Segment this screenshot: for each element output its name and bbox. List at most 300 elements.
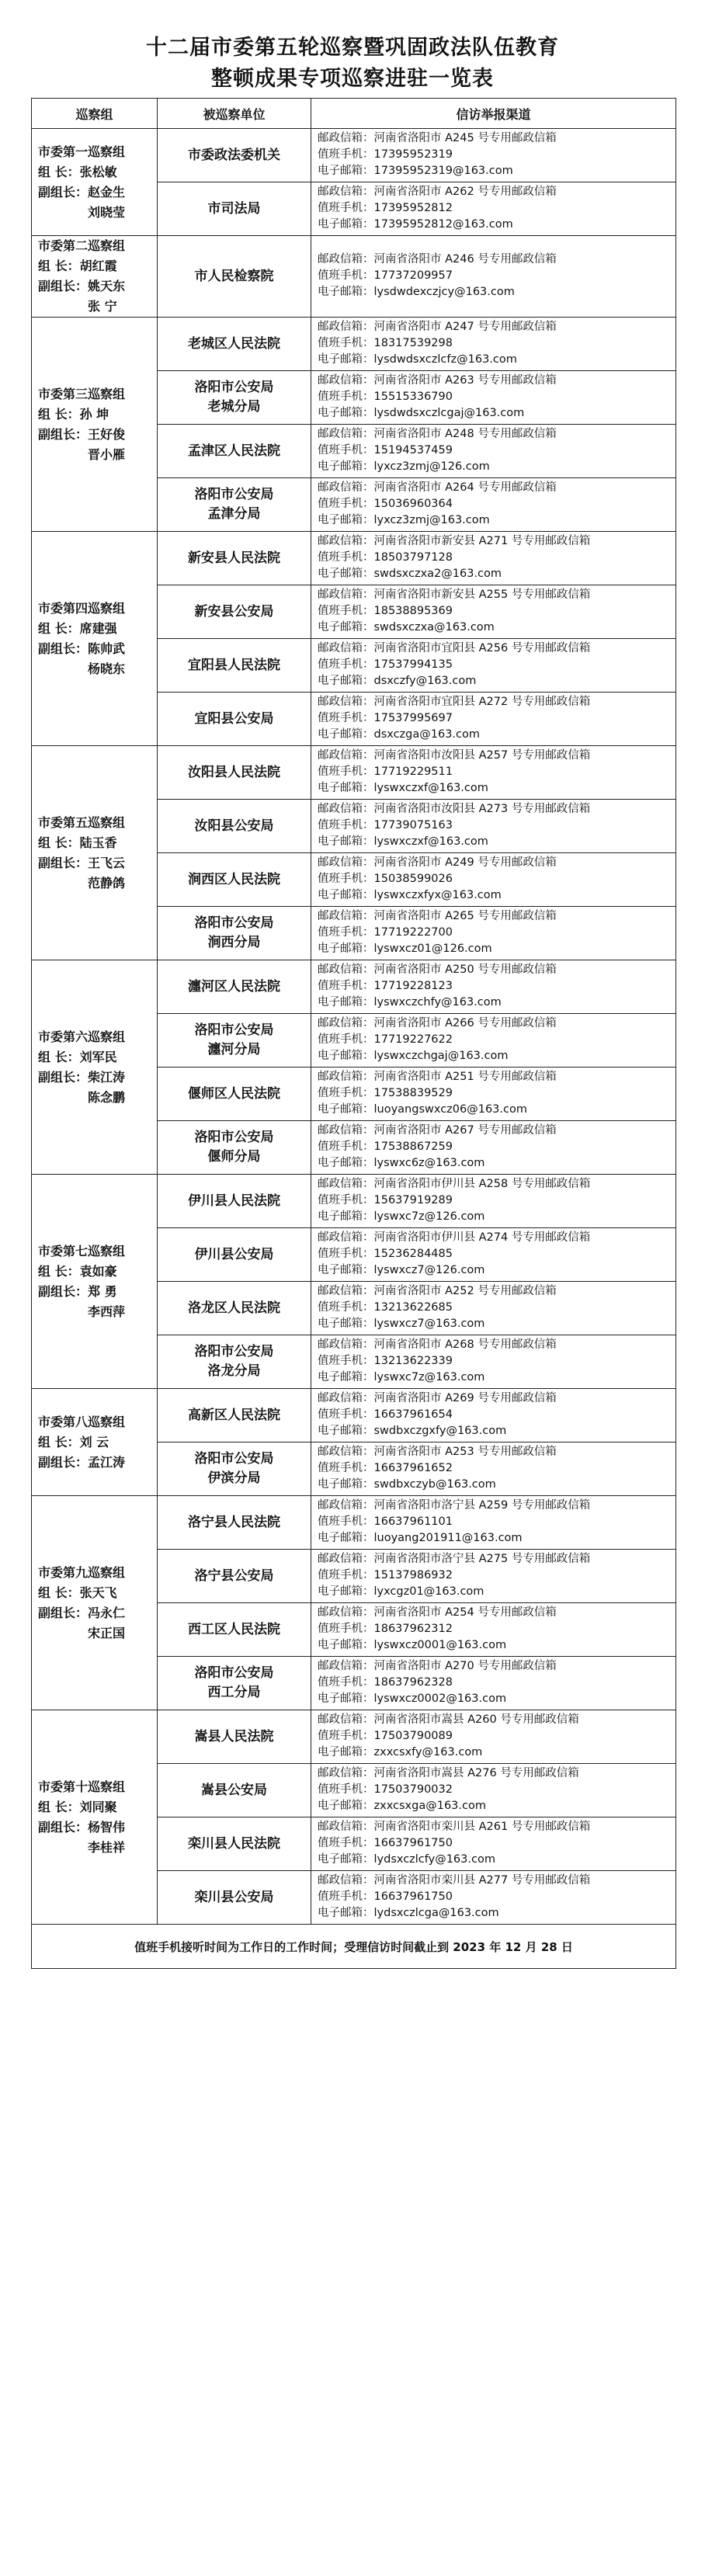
report-channel-cell <box>311 1496 676 1550</box>
email-line-label: 电子邮箱： <box>318 407 374 419</box>
postal-box-line <box>318 130 675 147</box>
email-line-value[interactable]: swdsxczxa2@163.com <box>373 568 502 580</box>
email-line <box>318 1584 675 1600</box>
group-deputy: 刘晓莹 <box>88 204 126 220</box>
postal-box-line-value: 河南省洛阳市宜阳县 A272 号专用邮政信箱 <box>373 696 591 708</box>
email-line-label: 电子邮箱： <box>318 1532 374 1544</box>
inspected-unit-cell <box>158 1121 311 1175</box>
duty-phone-line <box>318 818 675 834</box>
inspected-unit-cell <box>158 1068 311 1121</box>
inspected-unit-cell <box>158 907 311 960</box>
email-line <box>318 1262 675 1279</box>
report-channel-cell <box>311 1228 676 1282</box>
postal-box-line-value: 河南省洛阳市 A267 号专用邮政信箱 <box>373 1124 557 1137</box>
email-line-label: 电子邮箱： <box>318 1907 374 1919</box>
duty-phone-line-value: 15236284485 <box>373 1248 453 1260</box>
unit-name: 西工区人民法院 <box>188 1621 280 1637</box>
postal-box-line-label: 邮政信箱： <box>318 642 374 654</box>
email-line-label: 电子邮箱： <box>318 1103 374 1116</box>
inspection-group-cell <box>32 960 158 1175</box>
group-name: 市委第三巡察组 <box>38 386 126 401</box>
duty-phone-line-value: 15137986932 <box>373 1569 453 1581</box>
duty-phone-line-label: 值班手机： <box>318 1783 374 1796</box>
postal-box-line-label: 邮政信箱： <box>318 1767 374 1779</box>
email-line-value[interactable]: lyswxczxf@163.com <box>373 782 488 794</box>
report-channel-cell <box>311 1335 676 1389</box>
email-line-value[interactable]: lysdwdexczjcy@163.com <box>373 286 515 298</box>
table-row <box>32 318 676 371</box>
group-name: 市委第七巡察组 <box>38 1243 126 1258</box>
email-line <box>318 1048 675 1064</box>
postal-box-line <box>318 801 675 818</box>
email-line-value[interactable]: swdsxczxa@163.com <box>373 621 495 634</box>
page-title-line-1: 十二届市委第五轮巡察暨巩固政法队伍教育 <box>146 36 559 60</box>
group-deputy: 李桂祥 <box>88 1839 126 1855</box>
email-line-label: 电子邮箱： <box>318 1478 374 1491</box>
table-row <box>32 1389 676 1442</box>
report-channel-cell <box>311 371 676 425</box>
email-line-value[interactable]: lyswxcz7@163.com <box>373 1318 485 1330</box>
postal-box-line-label: 邮政信箱： <box>318 1553 374 1565</box>
email-line-value[interactable]: lydsxczlcfy@163.com <box>373 1853 495 1866</box>
inspected-unit-cell <box>158 1817 311 1871</box>
duty-phone-line-label: 值班手机： <box>318 1087 374 1099</box>
report-channel-cell <box>311 532 676 585</box>
duty-phone-line-label: 值班手机： <box>318 1248 374 1260</box>
postal-box-line-label: 邮政信箱： <box>318 1446 374 1458</box>
email-line-label: 电子邮箱： <box>318 1853 374 1866</box>
inspection-group-cell <box>32 1389 158 1496</box>
postal-box-line-label: 邮政信箱： <box>318 1713 374 1726</box>
duty-phone-line-value: 15038599026 <box>373 873 453 885</box>
postal-box-line <box>318 1873 675 1889</box>
unit-name: 宜阳县公安局 <box>194 710 274 727</box>
email-line <box>318 1209 675 1225</box>
group-deputy: 副组长：郑 勇 <box>38 1283 117 1299</box>
inspection-group-cell <box>32 1710 158 1925</box>
duty-phone-line <box>318 389 675 405</box>
unit-name: 瀍河分局 <box>207 1042 261 1057</box>
report-channel-cell <box>311 1282 676 1335</box>
email-line-label: 电子邮箱： <box>318 1800 374 1812</box>
postal-box-line <box>318 1658 675 1675</box>
postal-box-line <box>318 1015 675 1032</box>
email-line <box>318 405 675 422</box>
duty-phone-line <box>318 1353 675 1370</box>
email-line-value[interactable]: 17395952812@163.com <box>373 218 513 231</box>
duty-phone-line-value: 17739075163 <box>373 819 453 831</box>
duty-phone-line-label: 值班手机： <box>318 444 374 457</box>
email-line-label: 电子邮箱： <box>318 1585 374 1598</box>
email-line <box>318 1423 675 1439</box>
group-leader: 组 长：张松敏 <box>38 164 117 179</box>
email-line-value[interactable]: lyswxc7z@163.com <box>373 1371 485 1383</box>
report-channel-cell <box>311 425 676 478</box>
postal-box-line-value: 河南省洛阳市新安县 A255 号专用邮政信箱 <box>373 588 591 601</box>
duty-phone-line <box>318 1246 675 1262</box>
postal-box-line-value: 河南省洛阳市栾川县 A261 号专用邮政信箱 <box>373 1821 591 1833</box>
postal-box-line-value: 河南省洛阳市 A265 号专用邮政信箱 <box>373 910 557 922</box>
postal-box-line-label: 邮政信箱： <box>318 428 374 440</box>
report-channel-cell <box>311 585 676 639</box>
email-line-label: 电子邮箱： <box>318 728 374 741</box>
postal-box-line <box>318 855 675 871</box>
email-line <box>318 673 675 689</box>
email-line <box>318 995 675 1011</box>
group-name: 市委第五巡察组 <box>38 814 126 830</box>
postal-box-line-value: 河南省洛阳市 A248 号专用邮政信箱 <box>373 428 557 440</box>
duty-phone-line-label: 值班手机： <box>318 1676 374 1689</box>
group-deputy: 副组长：王好俊 <box>38 426 126 442</box>
email-line-value[interactable]: luoyangswxcz06@163.com <box>373 1103 527 1116</box>
duty-phone-line-value: 17537995697 <box>373 712 453 724</box>
group-leader: 组 长：胡红霞 <box>38 259 117 273</box>
duty-phone-line-label: 值班手机： <box>318 658 374 671</box>
duty-phone-line <box>318 1032 675 1048</box>
unit-name: 老城分局 <box>207 399 261 415</box>
report-channel-cell <box>311 1657 676 1710</box>
postal-box-line-value: 河南省洛阳市 A247 号专用邮政信箱 <box>373 321 557 333</box>
postal-box-line-value: 河南省洛阳市汝阳县 A273 号专用邮政信箱 <box>373 803 591 815</box>
report-channel-cell <box>311 639 676 693</box>
unit-name: 洛阳市公安局 <box>194 1665 274 1681</box>
postal-box-line-value: 河南省洛阳市宜阳县 A256 号专用邮政信箱 <box>373 642 591 654</box>
postal-box-line <box>318 1605 675 1621</box>
inspection-group-cell <box>32 746 158 960</box>
inspection-group-cell <box>32 532 158 746</box>
email-line-label: 电子邮箱： <box>318 1692 374 1705</box>
email-line-value[interactable]: lyswxcz0002@163.com <box>373 1692 507 1705</box>
email-line <box>318 1691 675 1707</box>
report-channel-cell <box>311 960 676 1014</box>
unit-name: 洛阳市公安局 <box>194 915 274 931</box>
table-header-row <box>32 99 676 129</box>
inspected-unit-cell <box>158 1389 311 1442</box>
duty-phone-line-value: 13213622339 <box>373 1355 453 1367</box>
table-row <box>32 1175 676 1228</box>
email-line-label: 电子邮箱： <box>318 1371 374 1383</box>
email-line-value[interactable]: dsxczfy@163.com <box>373 675 477 687</box>
postal-box-line-label: 邮政信箱： <box>318 535 374 547</box>
duty-phone-line-value: 15637919289 <box>373 1194 453 1206</box>
unit-name: 孟津区人民法院 <box>188 443 280 459</box>
unit-name: 洛阳市公安局 <box>194 1344 274 1359</box>
postal-box-line <box>318 533 675 550</box>
duty-phone-line <box>318 1514 675 1530</box>
email-line <box>318 1530 675 1547</box>
group-deputy: 晋小雁 <box>88 446 126 462</box>
inspected-unit-cell <box>158 236 311 318</box>
postal-box-line-value: 河南省洛阳市 A266 号专用邮政信箱 <box>373 1017 557 1029</box>
email-line-value[interactable]: lyswxczchfy@163.com <box>373 996 502 1009</box>
duty-phone-line <box>318 335 675 352</box>
duty-phone-line <box>318 1567 675 1584</box>
report-channel-cell <box>311 907 676 960</box>
email-line-label: 电子邮箱： <box>318 675 374 687</box>
duty-phone-line <box>318 1675 675 1691</box>
postal-box-line <box>318 962 675 978</box>
postal-box-line <box>318 748 675 764</box>
inspected-unit-cell <box>158 1442 311 1496</box>
postal-box-line-label: 邮政信箱： <box>318 588 374 601</box>
email-line-value[interactable]: lysdwdsxczlcfz@163.com <box>373 353 517 366</box>
postal-box-line <box>318 1551 675 1567</box>
postal-box-line-label: 邮政信箱： <box>318 803 374 815</box>
postal-box-line <box>318 641 675 657</box>
postal-box-line <box>318 426 675 443</box>
email-line <box>318 1798 675 1814</box>
email-line-value[interactable]: lysdwdsxczlcgaj@163.com <box>373 407 525 419</box>
duty-phone-line-label: 值班手机： <box>318 1033 374 1046</box>
postal-box-line <box>318 319 675 335</box>
postal-box-line-value: 河南省洛阳市洛宁县 A275 号专用邮政信箱 <box>373 1553 591 1565</box>
report-channel-cell <box>311 800 676 853</box>
header-group: 巡察组 <box>32 99 158 129</box>
duty-phone-line-label: 值班手机： <box>318 712 374 724</box>
email-line-value[interactable]: lyswxczxfyx@163.com <box>373 889 502 901</box>
email-line-label: 电子邮箱： <box>318 621 374 634</box>
inspected-unit-cell <box>158 1282 311 1335</box>
postal-box-line <box>318 252 675 268</box>
postal-box-line-label: 邮政信箱： <box>318 1071 374 1083</box>
inspected-unit-cell <box>158 639 311 693</box>
duty-phone-line <box>318 1728 675 1745</box>
table-row <box>32 1496 676 1550</box>
group-deputy: 副组长：柴江涛 <box>38 1069 126 1085</box>
email-line-value[interactable]: lyxcgz01@163.com <box>373 1585 484 1598</box>
inspected-unit-cell <box>158 478 311 532</box>
email-line-label: 电子邮箱： <box>318 1746 374 1758</box>
duty-phone-line-value: 15036960364 <box>373 498 453 510</box>
duty-phone-line <box>318 200 675 217</box>
email-line-value[interactable]: zxxcsxfy@163.com <box>373 1746 483 1758</box>
unit-name: 孟津分局 <box>207 506 261 522</box>
duty-phone-line <box>318 268 675 284</box>
group-deputy: 李西萍 <box>88 1304 126 1319</box>
postal-box-line-label: 邮政信箱： <box>318 1499 374 1512</box>
email-line-label: 电子邮箱： <box>318 218 374 231</box>
postal-box-line-value: 河南省洛阳市伊川县 A274 号专用邮政信箱 <box>373 1231 591 1244</box>
postal-box-line <box>318 587 675 603</box>
unit-name: 洛阳市公安局 <box>194 1451 274 1467</box>
duty-phone-line-value: 18637962328 <box>373 1676 453 1689</box>
inspected-unit-cell <box>158 1335 311 1389</box>
duty-phone-line <box>318 1782 675 1798</box>
email-line <box>318 887 675 904</box>
report-channel-cell <box>311 129 676 182</box>
group-deputy: 宋正国 <box>88 1625 126 1640</box>
table-row <box>32 960 676 1014</box>
report-channel-cell <box>311 318 676 371</box>
group-deputy: 副组长：陈帅武 <box>38 641 126 656</box>
email-line-value[interactable]: dsxczga@163.com <box>373 728 481 741</box>
unit-name: 洛阳市公安局 <box>194 487 274 502</box>
inspected-unit-cell <box>158 1603 311 1657</box>
duty-phone-line-value: 17538839529 <box>373 1087 453 1099</box>
unit-name: 洛阳市公安局 <box>194 380 274 395</box>
report-channel-cell <box>311 1175 676 1228</box>
email-line-value[interactable]: lyxcz3zmj@126.com <box>373 460 490 473</box>
email-line <box>318 834 675 850</box>
inspection-table <box>31 98 676 1969</box>
inspected-unit-cell <box>158 800 311 853</box>
postal-box-line-label: 邮政信箱： <box>318 1606 374 1619</box>
duty-phone-line-label: 值班手机： <box>318 1140 374 1153</box>
email-line-label: 电子邮箱： <box>318 996 374 1009</box>
email-line-value[interactable]: lyxcz3zmj@163.com <box>373 514 490 526</box>
postal-box-line <box>318 694 675 710</box>
duty-phone-line-label: 值班手机： <box>318 337 374 349</box>
email-line-label: 电子邮箱： <box>318 1050 374 1062</box>
group-deputy: 张 宁 <box>88 299 117 314</box>
unit-name: 高新区人民法院 <box>188 1407 280 1423</box>
duty-phone-line-value: 13213622685 <box>373 1301 453 1314</box>
duty-phone-line-value: 17719229511 <box>373 766 453 778</box>
email-line-value[interactable]: lyswxcz7@126.com <box>373 1264 485 1276</box>
postal-box-line <box>318 1712 675 1728</box>
duty-phone-line-label: 值班手机： <box>318 1623 374 1635</box>
inspected-unit-cell <box>158 585 311 639</box>
postal-box-line-value: 河南省洛阳市嵩县 A260 号专用邮政信箱 <box>373 1713 579 1726</box>
postal-box-line-label: 邮政信箱： <box>318 186 374 198</box>
postal-box-line-label: 邮政信箱： <box>318 1231 374 1244</box>
duty-phone-line <box>318 1193 675 1209</box>
email-line-value[interactable]: lyswxc7z@126.com <box>373 1210 485 1223</box>
unit-name: 嵩县人民法院 <box>194 1728 274 1745</box>
duty-phone-line <box>318 1407 675 1423</box>
postal-box-line-value: 河南省洛阳市嵩县 A276 号专用邮政信箱 <box>373 1767 579 1779</box>
email-line-value[interactable]: lydsxczlcga@163.com <box>373 1907 499 1919</box>
postal-box-line-value: 河南省洛阳市 A249 号专用邮政信箱 <box>373 856 557 869</box>
email-line <box>318 566 675 582</box>
duty-phone-line-label: 值班手机： <box>318 926 374 939</box>
email-line-value[interactable]: lyswxczxf@163.com <box>373 835 488 848</box>
group-deputy: 副组长：孟江涛 <box>38 1454 126 1470</box>
table-row <box>32 532 676 585</box>
group-leader: 组 长：孙 坤 <box>38 406 109 422</box>
email-line-value[interactable]: zxxcsxga@163.com <box>373 1800 486 1812</box>
email-line <box>318 780 675 797</box>
postal-box-line-value: 河南省洛阳市 A269 号专用邮政信箱 <box>373 1392 557 1404</box>
duty-phone-line-label: 值班手机： <box>318 605 374 617</box>
postal-box-line <box>318 1337 675 1353</box>
duty-phone-line-value: 18503797128 <box>373 551 453 564</box>
inspection-group-cell <box>32 236 158 318</box>
report-channel-cell <box>311 1871 676 1925</box>
email-line <box>318 1852 675 1868</box>
unit-name: 涧西区人民法院 <box>188 871 280 887</box>
postal-box-line-value: 河南省洛阳市 A246 号专用邮政信箱 <box>373 253 557 266</box>
duty-phone-line <box>318 1139 675 1155</box>
email-line-label: 电子邮箱： <box>318 286 374 298</box>
email-line-value[interactable]: lyswxcz01@126.com <box>373 943 492 955</box>
unit-name: 瀍河区人民法院 <box>188 978 280 995</box>
email-line-label: 电子邮箱： <box>318 835 374 848</box>
postal-box-line-label: 邮政信箱： <box>318 253 374 266</box>
postal-box-line <box>318 908 675 925</box>
email-line-value[interactable]: lyswxczchgaj@163.com <box>373 1050 509 1062</box>
duty-phone-line <box>318 871 675 887</box>
email-line-label: 电子邮箱： <box>318 460 374 473</box>
postal-box-line <box>318 1498 675 1514</box>
report-channel-cell <box>311 182 676 236</box>
email-line-label: 电子邮箱： <box>318 1264 374 1276</box>
duty-phone-line <box>318 1889 675 1905</box>
table-body <box>32 129 676 1925</box>
postal-box-line-label: 邮政信箱： <box>318 856 374 869</box>
inspected-unit-cell <box>158 960 311 1014</box>
inspection-group-cell <box>32 1496 158 1710</box>
postal-box-line-value: 河南省洛阳市 A262 号专用邮政信箱 <box>373 186 557 198</box>
email-line-value[interactable]: swdbxczyb@163.com <box>373 1478 496 1491</box>
duty-phone-line <box>318 147 675 163</box>
email-line-value[interactable]: lyswxcz0001@163.com <box>373 1639 507 1651</box>
inspection-group-cell <box>32 129 158 236</box>
inspected-unit-cell <box>158 182 311 236</box>
email-line-value[interactable]: 17395952319@163.com <box>373 165 513 177</box>
duty-phone-line-value: 17719227622 <box>373 1033 453 1046</box>
unit-name: 伊滨分局 <box>207 1470 261 1486</box>
email-line <box>318 1155 675 1172</box>
page-title-line-2: 整顿成果专项巡察进驻一览表 <box>211 67 494 91</box>
duty-phone-line <box>318 496 675 512</box>
duty-phone-line <box>318 1621 675 1637</box>
postal-box-line-value: 河南省洛阳市新安县 A271 号专用邮政信箱 <box>373 535 591 547</box>
postal-box-line-label: 邮政信箱： <box>318 696 374 708</box>
group-deputy: 副组长：王飞云 <box>38 855 126 870</box>
group-name: 市委第一巡察组 <box>38 144 126 159</box>
unit-name: 市委政法委机关 <box>188 147 280 163</box>
group-name: 市委第六巡察组 <box>38 1029 126 1044</box>
unit-name: 市司法局 <box>207 200 261 217</box>
duty-phone-line-label: 值班手机： <box>318 1569 374 1581</box>
postal-box-line <box>318 373 675 389</box>
postal-box-line-value: 河南省洛阳市汝阳县 A257 号专用邮政信箱 <box>373 749 591 762</box>
report-channel-cell <box>311 1068 676 1121</box>
inspected-unit-cell <box>158 1764 311 1817</box>
group-name: 市委第二巡察组 <box>38 238 126 253</box>
unit-name: 市人民检察院 <box>194 268 274 284</box>
email-line-value[interactable]: lyswxc6z@163.com <box>373 1157 485 1169</box>
postal-box-line <box>318 1176 675 1193</box>
report-channel-cell <box>311 1550 676 1603</box>
email-line-label: 电子邮箱： <box>318 165 374 177</box>
report-channel-cell <box>311 1764 676 1817</box>
table-footer-row <box>32 1925 676 1969</box>
postal-box-line <box>318 1123 675 1139</box>
report-channel-cell <box>311 1389 676 1442</box>
duty-phone-line-label: 值班手机： <box>318 391 374 403</box>
email-line <box>318 284 675 300</box>
unit-name: 伊川县公安局 <box>194 1246 274 1262</box>
postal-box-line-label: 邮政信箱： <box>318 1392 374 1404</box>
group-name: 市委第九巡察组 <box>38 1564 126 1580</box>
email-line-value[interactable]: swdbxczgxfy@163.com <box>373 1425 507 1437</box>
duty-phone-line-label: 值班手机： <box>318 1355 374 1367</box>
email-line <box>318 1905 675 1922</box>
inspected-unit-cell <box>158 425 311 478</box>
group-deputy: 副组长：杨智伟 <box>38 1819 126 1835</box>
email-line-label: 电子邮箱： <box>318 1318 374 1330</box>
group-leader: 组 长：刘 云 <box>38 1434 109 1449</box>
email-line-value[interactable]: luoyang201911@163.com <box>373 1532 523 1544</box>
unit-name: 涧西分局 <box>207 935 261 950</box>
group-leader: 组 长：陆玉香 <box>38 835 117 850</box>
unit-name: 老城区人民法院 <box>188 335 280 352</box>
duty-phone-line-value: 16637961101 <box>373 1515 453 1528</box>
duty-phone-line-label: 值班手机： <box>318 1194 374 1206</box>
postal-box-line <box>318 1230 675 1246</box>
